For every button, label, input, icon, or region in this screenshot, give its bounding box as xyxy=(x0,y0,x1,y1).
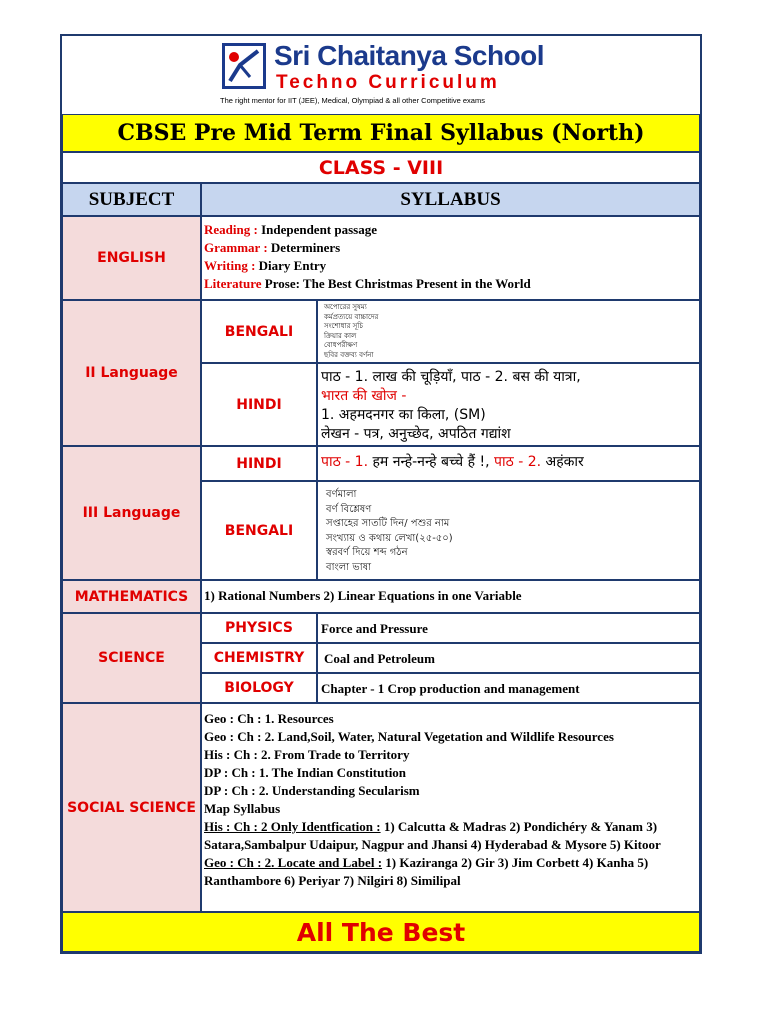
bengali-line: ছবির বক্তব্য বর্ণনা xyxy=(324,350,374,359)
class-label: CLASS - VIII xyxy=(318,156,444,179)
footer-band xyxy=(62,912,700,952)
science-chemistry xyxy=(201,643,317,673)
chemistry-syllabus xyxy=(317,643,700,673)
subject-label: ENGLISH xyxy=(97,250,166,266)
chapter-line: DP : Ch : 1. The Indian Constitution xyxy=(204,765,407,780)
english-syllabus xyxy=(201,216,700,300)
curriculum-name: Techno Curriculum xyxy=(276,72,500,93)
syllabus-header-label: SYLLABUS xyxy=(400,188,501,210)
language-label: BENGALI xyxy=(224,522,294,539)
bengali-line: অপোরের সুষম্য xyxy=(324,303,367,311)
chapter-line: His : Ch : 2. From Trade to Territory xyxy=(204,747,410,762)
subject-label: III Language xyxy=(82,505,181,521)
reading-text: Independent passage xyxy=(257,222,378,237)
biology-syllabus xyxy=(317,673,700,703)
syllabus-sheet xyxy=(60,34,702,954)
bengali-line: বর্ণমালা xyxy=(326,489,357,500)
tagline: The right mentor for IIT (JEE), Medical, Olympiad & all other Competitive exams xyxy=(220,96,485,105)
hindi-writing-line: लेखन - पत्र, अनुच्छेद, अपठित गद्यांश xyxy=(321,426,511,442)
reading-label: Reading : xyxy=(204,222,258,237)
physics-text: Force and Pressure xyxy=(321,621,428,636)
literature-text: Prose: The Best Christmas Present in the World xyxy=(261,276,531,291)
second-language-hindi-syllabus xyxy=(317,363,700,446)
lesson-1-text: हम नन्हे-नन्हे बच्चे हैं !, xyxy=(368,454,495,470)
subject-header-label: SUBJECT xyxy=(88,188,175,210)
mathematics-syllabus xyxy=(201,580,700,613)
mathematics-text: 1) Rational Numbers 2) Linear Equations in one Variable xyxy=(204,588,522,603)
science-biology xyxy=(201,673,317,703)
title-band xyxy=(62,114,700,152)
lesson-2-label: पाठ - 2. xyxy=(494,454,542,470)
bengali-line: স্বরবর্ণ দিয়ে শব্দ গঠন xyxy=(326,547,408,558)
bengali-line: বাংলা ভাষা xyxy=(326,561,372,573)
second-language-bengali xyxy=(201,300,317,363)
school-name: Sri Chaitanya School xyxy=(274,40,545,71)
subject-second-language xyxy=(62,300,201,446)
biology-text: Chapter - 1 Crop production and management xyxy=(321,681,580,696)
class-row xyxy=(62,152,700,183)
grammar-label: Grammar : xyxy=(204,240,268,255)
bengali-line: ক্রিয়ার কাল xyxy=(324,331,357,340)
second-language-bengali-syllabus xyxy=(317,300,700,363)
second-language-hindi xyxy=(201,363,317,446)
third-language-bengali xyxy=(201,481,317,580)
bengali-line: সপ্তাহের সাতটি দিন/ পশুর নাম xyxy=(326,518,450,529)
subject-mathematics xyxy=(62,580,201,613)
language-label: HINDI xyxy=(236,455,282,472)
header xyxy=(62,36,700,114)
hindi-lesson-line: 1. अहमदनगर का किला, (SM) xyxy=(321,407,486,423)
bengali-line: সংশোধার সূচি xyxy=(324,322,364,330)
language-label: HINDI xyxy=(236,396,282,413)
school-logo-icon xyxy=(222,43,266,89)
science-branch-label: BIOLOGY xyxy=(224,680,294,696)
hindi-lesson-line: पाठ - 1. लाख की चूड़ियाँ, पाठ - 2. बस की यात्रा, xyxy=(321,369,581,385)
all-the-best-message: All The Best xyxy=(296,917,466,947)
grammar-text: Determiners xyxy=(267,240,341,255)
bengali-line: কর্মপ্রত্যয়ে বাচ্চাদের xyxy=(324,312,379,321)
hindi-bharat-ki-khoj: भारत की खोज - xyxy=(321,388,407,404)
subject-label: SOCIAL SCIENCE xyxy=(67,799,196,816)
lesson-2-text: अहंकार xyxy=(541,454,584,470)
third-language-hindi xyxy=(201,446,317,481)
bengali-line: সংখ্যায় ও কথায় লেখা(২৫-৫০) xyxy=(326,532,453,544)
subject-label: SCIENCE xyxy=(98,650,165,666)
social-science-syllabus xyxy=(201,703,700,912)
chemistry-text: Coal and Petroleum xyxy=(324,651,435,666)
chapter-line: Geo : Ch : 1. Resources xyxy=(204,711,334,726)
science-branch-label: PHYSICS xyxy=(224,620,294,636)
third-language-bengali-syllabus xyxy=(317,481,700,580)
writing-label: Writing : xyxy=(204,258,256,273)
subject-label: II Language xyxy=(85,365,178,381)
science-branch-label: CHEMISTRY xyxy=(213,650,305,666)
subject-science xyxy=(62,613,201,703)
bengali-line: বোধপরীক্ষণ xyxy=(324,341,358,349)
bengali-line: বর্ণ বিশ্লেষণ xyxy=(326,503,372,515)
chapter-line: Geo : Ch : 2. Land,Soil, Water, Natural Vegetation and Wildlife Resources xyxy=(204,729,614,744)
lesson-1-label: पाठ - 1. xyxy=(321,454,369,470)
geography-map-label: Geo : Ch : 2. Locate and Label : xyxy=(204,855,383,870)
subject-third-language xyxy=(62,446,201,580)
literature-label: Literature xyxy=(204,276,262,291)
third-language-hindi-syllabus xyxy=(317,446,700,481)
physics-syllabus xyxy=(317,613,700,643)
syllabus-column-header xyxy=(201,183,700,216)
subject-column-header xyxy=(62,183,201,216)
chapter-line: DP : Ch : 2. Understanding Secularism xyxy=(204,783,420,798)
science-physics xyxy=(201,613,317,643)
history-map-text: 1) Calcutta & Madras 2) Pondichéry & Yanam 3) Satara,Sambalpur Udaipur, Nagpur and Jhansi 4) Hyderabad & Mysore 5) Kitoor xyxy=(204,819,661,852)
map-syllabus-label: Map Syllabus xyxy=(204,801,281,816)
subject-label: MATHEMATICS xyxy=(74,588,189,605)
geography-map-text: 1) Kaziranga 2) Gir 3) Jim Corbett 4) Kanha 5) Ranthambore 6) Periyar 7) Nilgiri 8) Similipal xyxy=(204,855,649,888)
subject-social-science xyxy=(62,703,201,912)
language-label: BENGALI xyxy=(224,323,294,340)
writing-text: Diary Entry xyxy=(255,258,327,273)
page-title: CBSE Pre Mid Term Final Syllabus (North) xyxy=(117,120,645,146)
history-map-label: His : Ch : 2 Only Identfication : xyxy=(204,819,381,834)
subject-english xyxy=(62,216,201,300)
